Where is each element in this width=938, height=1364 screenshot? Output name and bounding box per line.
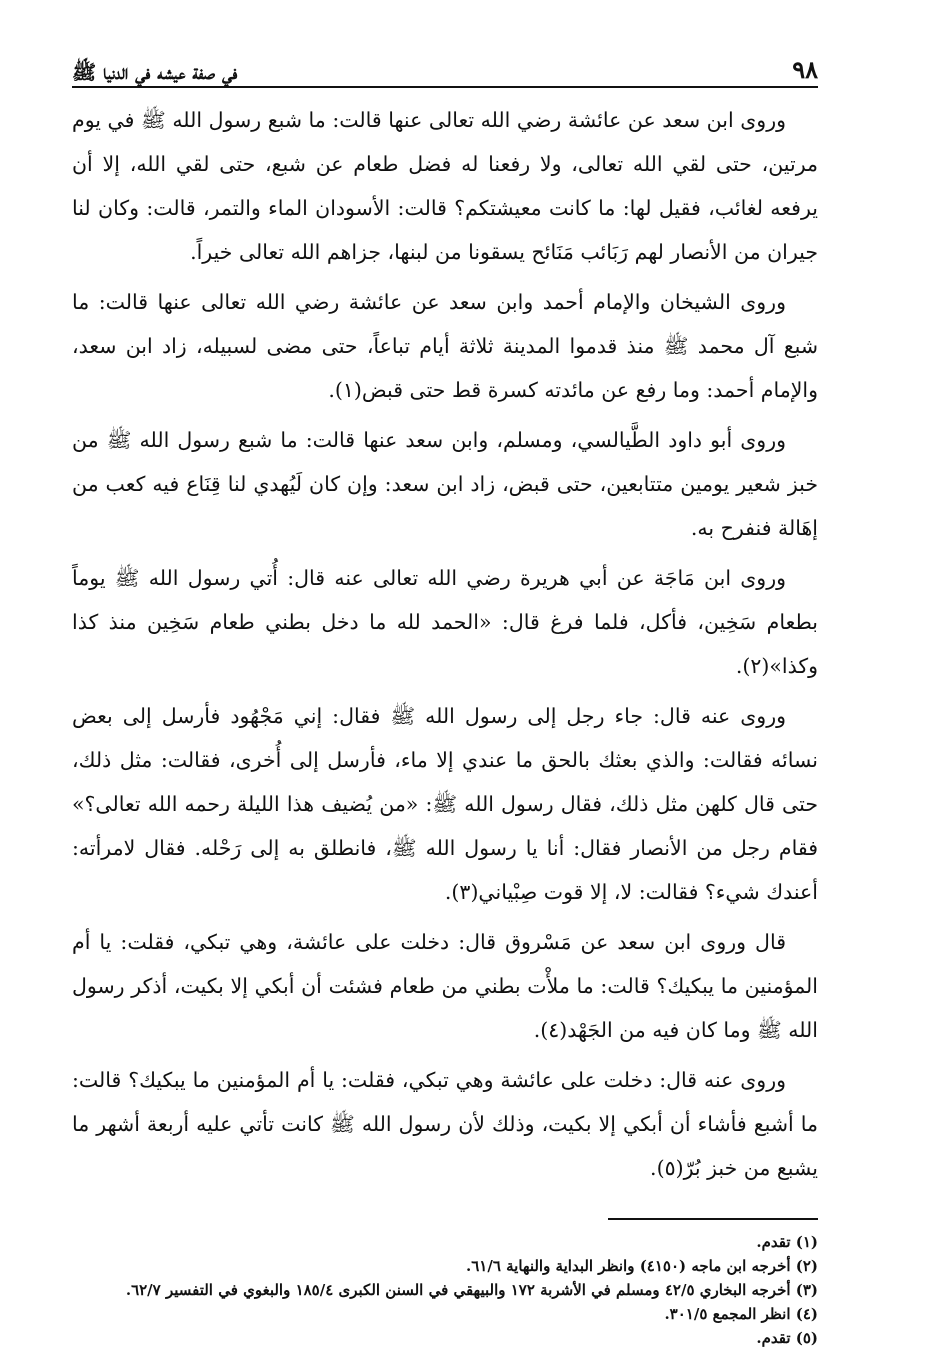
paragraph-5: وروى عنه قال: جاء رجل إلى رسول الله ﷺ فقال: إني مَجْهُود فأرسل إلى بعض نسائه فقالت: والذي بعثك بالحق ما عندي إلا ماء، فأرسل إلى أُخرى، فقالت: مثل ذلك، حتى قال كلهن مثل ذلك، فقال رسول الله ﷺ: «من يُضيف هذا الليلة رحمه الله تعالى؟» فقام رجل من الأنصار فقال: أنا يا رسول الله ﷺ، فانطلق به إلى رَحْله. فقال لامرأته: أعندك شيء؟ فقالت: لا، إلا قوت صِبْياني(٣). (72, 704, 818, 904)
main-text (72, 98, 818, 1190)
footnote-5: (٥) تقدم. (756, 1329, 818, 1347)
page-header (72, 40, 818, 88)
footnote-divider (608, 1218, 818, 1220)
footnote-2: (٢) أخرجه ابن ماجه (٤١٥٠) وانظر البداية والنهاية ٦١/٦. (466, 1257, 818, 1275)
footnote-1: (١) تقدم. (756, 1233, 818, 1251)
footnotes-list (72, 1230, 818, 1350)
paragraph-3: وروى أبو داود الطَّيالسي، ومسلم، وابن سعد عنها قالت: ما شبع رسول الله ﷺ من خبز شعير يومين متتابعين، حتى قبض، زاد ابن سعد: وإن كان لَيُهدي لنا قِنَاع فيه كعب من إهَالة فنفرح به. (72, 428, 818, 540)
page-number: ٩٨ (792, 55, 818, 84)
paragraph-1: وروى ابن سعد عن عائشة رضي الله تعالى عنها قالت: ما شبع رسول الله ﷺ في يوم مرتين، حتى لقي الله تعالى، ولا رفعنا له فضل طعام عن شبع، حتى لقي الله، إلا أن يرفعه لغائب، فقيل لها: ما كانت معيشتكم؟ قالت: الأسودان الماء والتمر، قالت: وكان لنا جيران من الأنصار لهم رَبَائب مَنَائح يسقونا من لبنها، جزاهم الله تعالى خيراً. (72, 108, 818, 264)
paragraph-6: قال وروى ابن سعد عن مَسْروق قال: دخلت على عائشة، وهي تبكي، فقلت: يا أم المؤمنين ما يبكيك؟ قالت: ما ملأْت بطني من طعام فشئت أن أبكي إلا بكيت، أذكر رسول الله ﷺ وما كان فيه من الجَهْد(٤). (72, 930, 818, 1042)
paragraph-2: وروى الشيخان والإمام أحمد وابن سعد عن عائشة رضي الله تعالى عنها قالت: ما شبع آل محمد ﷺ منذ قدموا المدينة ثلاثة أيام تباعاً، حتى مضى لسبيله، زاد ابن سعد، والإمام أحمد: وما رفع عن مائدته كسرة قط حتى قبض(١). (72, 290, 818, 402)
book-page (72, 40, 818, 1347)
footnote-4: (٤) انظر المجمع ٣٠١/٥. (664, 1305, 818, 1323)
running-title: في صفة عيشه في الدنيا ﷺ (72, 60, 238, 84)
paragraph-4: وروى ابن مَاجَة عن أبي هريرة رضي الله تعالى عنه قال: أُتي رسول الله ﷺ يوماً بطعام سَخِين، فأكل، فلما فرغ قال: «الحمد لله ما دخل بطني طعام سَخِين منذ كذا وكذا»(٢). (72, 566, 818, 678)
paragraph-7: وروى عنه قال: دخلت على عائشة وهي تبكي، فقلت: يا أم المؤمنين ما يبكيك؟ قالت: ما أشبع فأشاء أن أبكي إلا بكيت، وذلك لأن رسول الله ﷺ كانت تأتي عليه أربعة أشهر ما يشبع من خبز بُرّ(٥). (72, 1068, 818, 1180)
footnote-3: (٣) أخرجه البخاري ٤٢/٥ ومسلم في الأشربة ١٧٢ والبيهقي في السنن الكبرى ١٨٥/٤ والبغوي في التفسير ٦٢/٧. (125, 1281, 818, 1299)
